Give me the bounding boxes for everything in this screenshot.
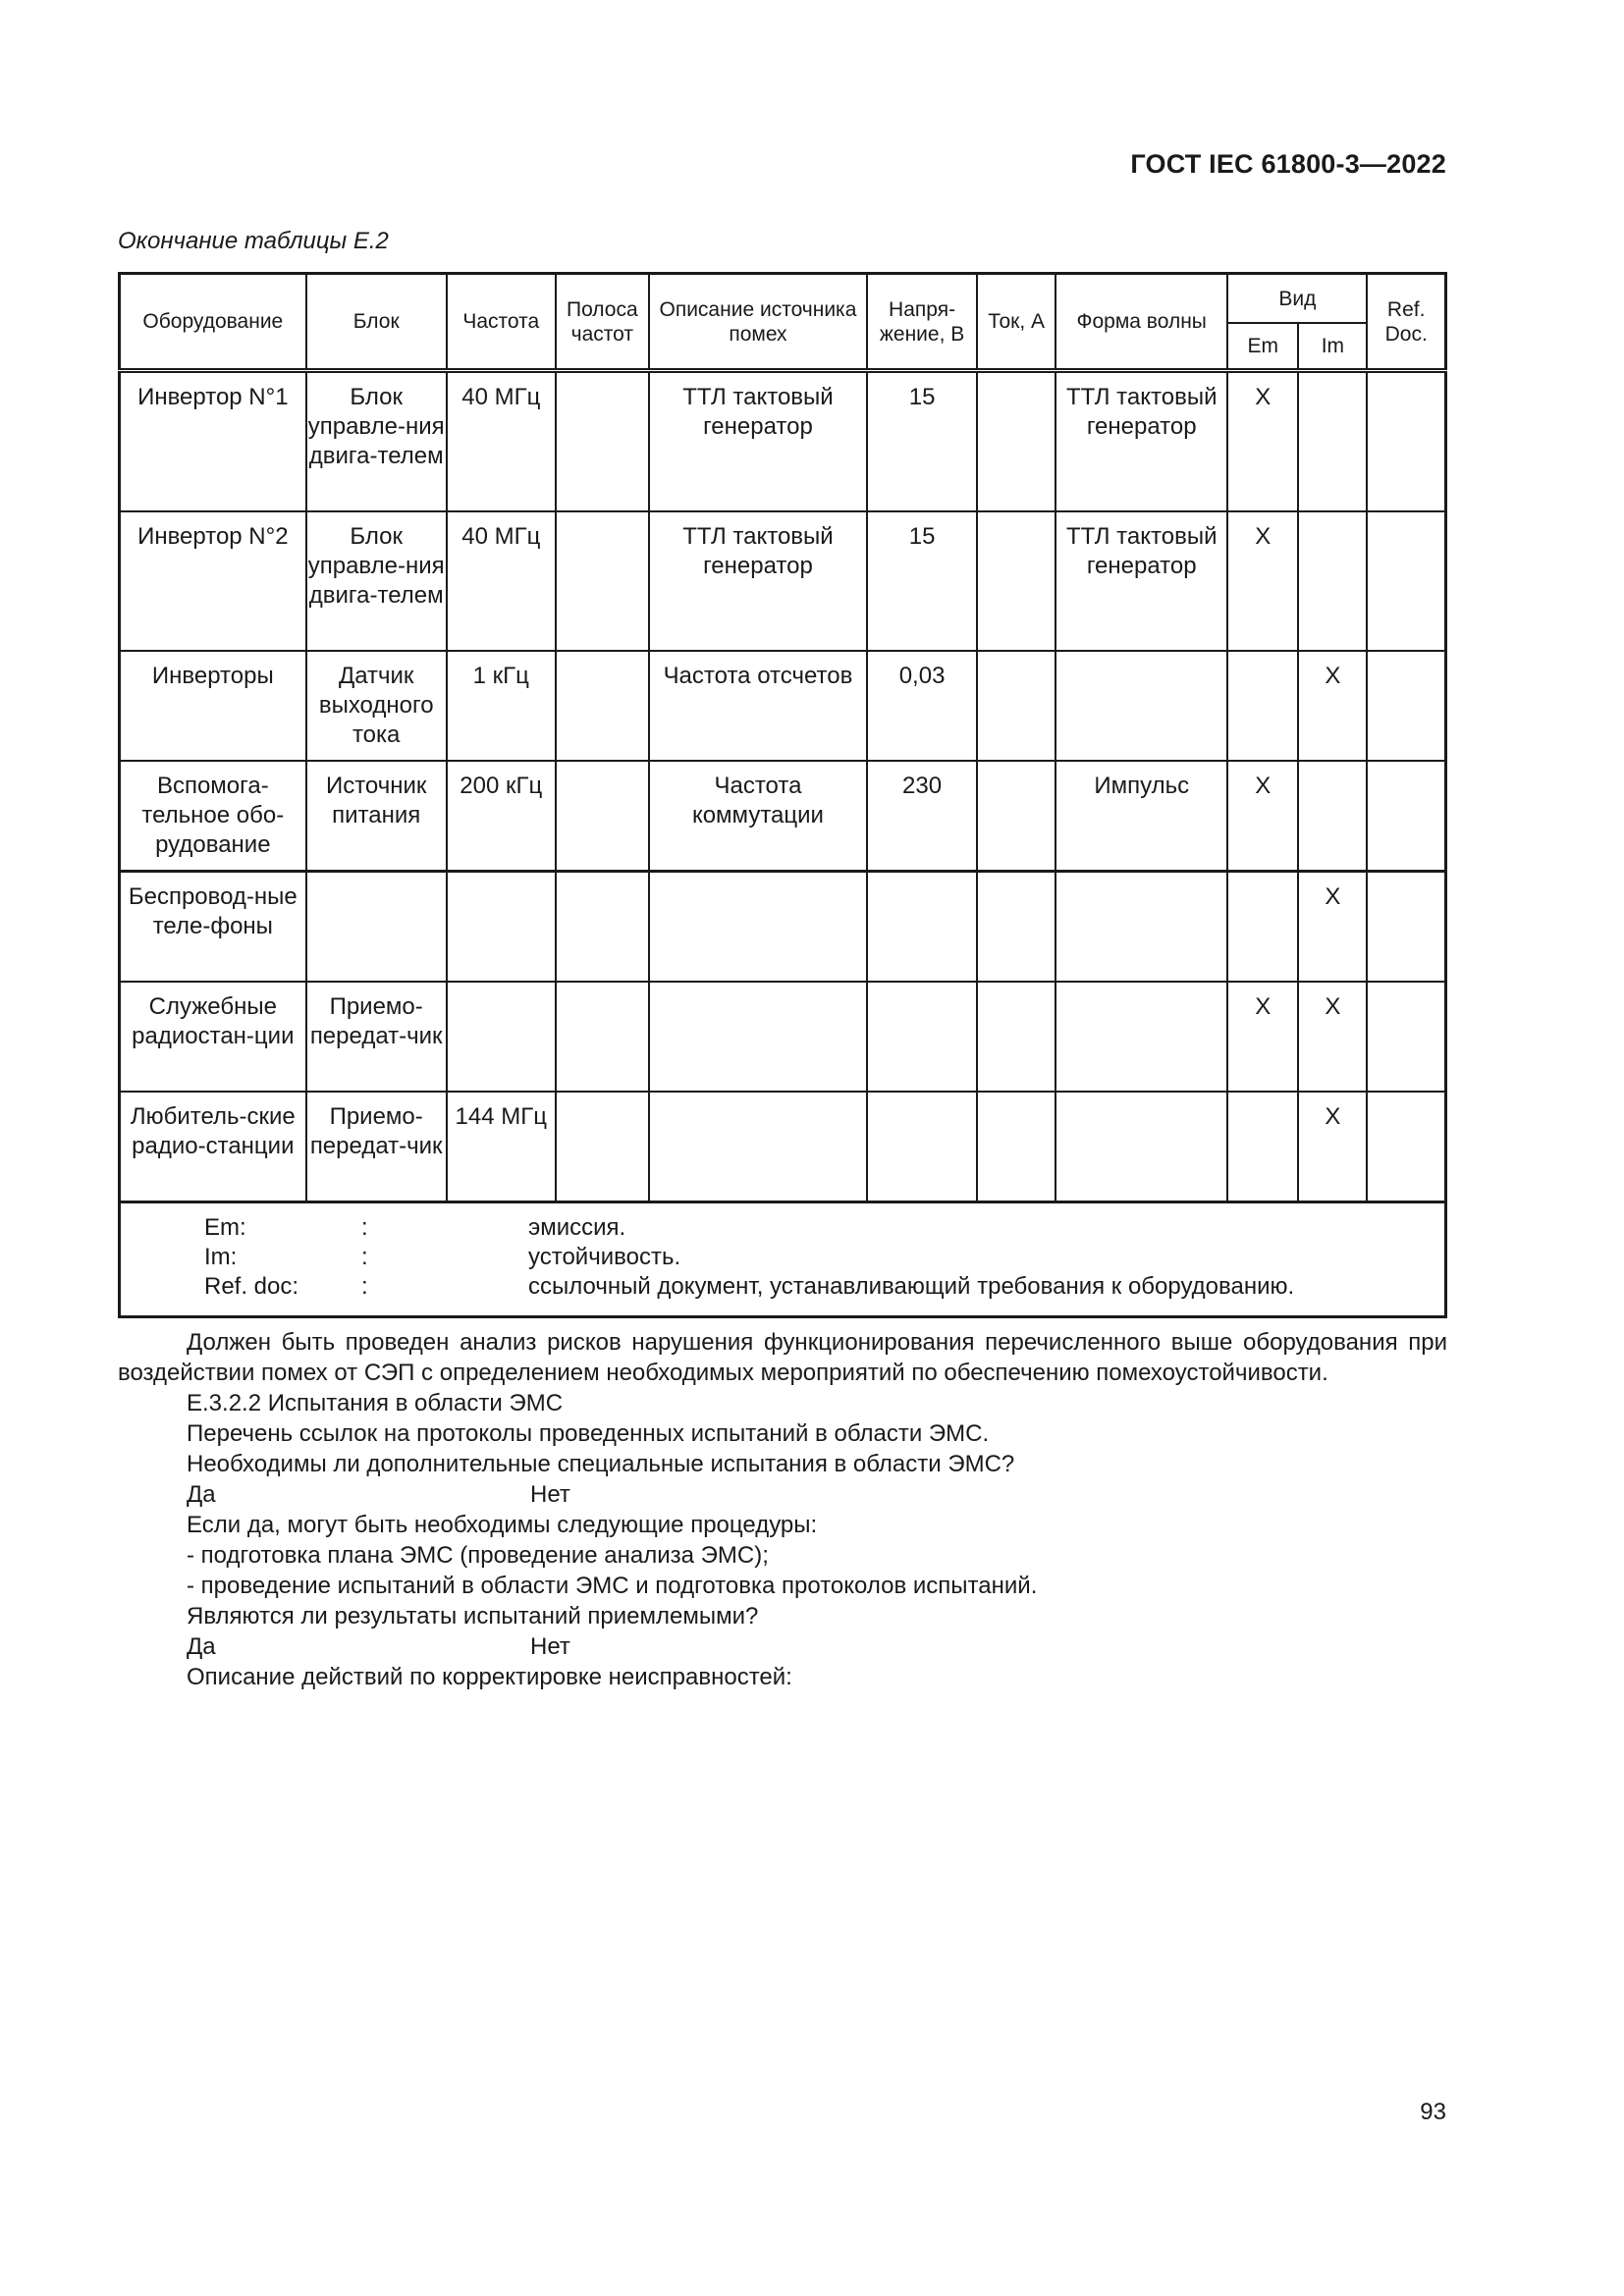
cell-im: X <box>1298 651 1367 761</box>
no-option: Нет <box>530 1633 570 1660</box>
cell-em: X <box>1227 511 1298 651</box>
cell-frequency: 40 МГц <box>447 511 556 651</box>
table-row <box>120 371 1446 512</box>
cell-source <box>649 982 867 1092</box>
legend-key: Ref. doc: <box>204 1273 299 1300</box>
cell-current <box>977 371 1056 512</box>
paragraph-risk-analysis: Должен быть проведен анализ рисков нарушения функционирования перечисленного выше оборудования при воздействии помех от СЭП с определением необходимых мероприятий по обеспечению помехоустойчивости. <box>118 1329 1447 1386</box>
cell-source: ТТЛ тактовый генератор <box>649 371 867 512</box>
cell-current <box>977 1092 1056 1202</box>
no-option: Нет <box>530 1481 570 1508</box>
cell-band <box>556 651 649 761</box>
cell-em: X <box>1227 761 1298 872</box>
cell-waveform: ТТЛ тактовый генератор <box>1056 371 1227 512</box>
cell-voltage: 15 <box>867 371 977 512</box>
cell-band <box>556 872 649 983</box>
page-number: 93 <box>1420 2099 1446 2125</box>
header-equipment: Оборудование <box>120 274 306 371</box>
text-line: Если да, могут быть необходимы следующие процедуры: <box>187 1512 818 1538</box>
table-row <box>120 761 1446 872</box>
legend-row <box>121 1272 1444 1302</box>
cell-ref <box>1367 872 1445 983</box>
cell-ref <box>1367 982 1445 1092</box>
cell-ref <box>1367 371 1445 512</box>
cell-frequency: 200 кГц <box>447 761 556 872</box>
header-im: Im <box>1298 323 1367 371</box>
table-body <box>120 371 1446 1317</box>
cell-waveform: ТТЛ тактовый генератор <box>1056 511 1227 651</box>
cell-block: Источник питания <box>306 761 447 872</box>
cell-equipment: Служебные радиостан-ции <box>120 982 306 1092</box>
legend-value: эмиссия. <box>528 1214 626 1241</box>
cell-voltage <box>867 1092 977 1202</box>
body-text <box>118 1327 1447 1692</box>
cell-ref <box>1367 1092 1445 1202</box>
table-row <box>120 982 1446 1092</box>
header-em: Em <box>1227 323 1298 371</box>
cell-voltage <box>867 982 977 1092</box>
cell-current <box>977 651 1056 761</box>
legend-value: устойчивость. <box>528 1244 681 1270</box>
table-row <box>120 872 1446 983</box>
header-current: Ток, А <box>977 274 1056 371</box>
cell-source: ТТЛ тактовый генератор <box>649 511 867 651</box>
header-band: Полоса частот <box>556 274 649 371</box>
cell-ref <box>1367 761 1445 872</box>
cell-em <box>1227 1092 1298 1202</box>
header-waveform: Форма волны <box>1056 274 1227 371</box>
legend-key: Em: <box>204 1214 246 1241</box>
legend-sep: : <box>361 1244 368 1270</box>
header-kind: Вид <box>1227 274 1367 324</box>
question-line: Необходимы ли дополнительные специальные испытания в области ЭМС? <box>187 1451 1015 1477</box>
cell-equipment: Беспровод-ные теле-фоны <box>120 872 306 983</box>
cell-equipment: Вспомога-тельное обо-рудование <box>120 761 306 872</box>
legend-sep: : <box>361 1273 368 1300</box>
cell-frequency <box>447 872 556 983</box>
cell-band <box>556 511 649 651</box>
list-item: - подготовка плана ЭМС (проведение анализа ЭМС); <box>187 1542 769 1569</box>
cell-waveform: Импульс <box>1056 761 1227 872</box>
cell-current <box>977 511 1056 651</box>
cell-em <box>1227 872 1298 983</box>
cell-block: Приемо-передат-чик <box>306 982 447 1092</box>
cell-waveform <box>1056 651 1227 761</box>
cell-ref <box>1367 511 1445 651</box>
text-line: Описание действий по корректировке неисправностей: <box>187 1664 792 1690</box>
cell-band <box>556 371 649 512</box>
cell-waveform <box>1056 872 1227 983</box>
yes-no-row <box>118 1631 1447 1662</box>
table-row <box>120 651 1446 761</box>
yes-no-row <box>118 1479 1447 1510</box>
table-row <box>120 1092 1446 1202</box>
header-block: Блок <box>306 274 447 371</box>
cell-voltage <box>867 872 977 983</box>
cell-equipment: Инвертор N°1 <box>120 371 306 512</box>
cell-block: Датчик выходного тока <box>306 651 447 761</box>
cell-current <box>977 872 1056 983</box>
cell-block: Приемо-передат-чик <box>306 1092 447 1202</box>
cell-im: X <box>1298 1092 1367 1202</box>
list-item: - проведение испытаний в области ЭМС и подготовка протоколов испытаний. <box>187 1573 1038 1599</box>
legend-row <box>121 1213 1444 1243</box>
table-row <box>120 511 1446 651</box>
legend-value: ссылочный документ, устанавливающий требования к оборудованию. <box>528 1273 1295 1300</box>
document-code: ГОСТ IEC 61800-3—2022 <box>1130 149 1446 179</box>
cell-block: Блок управле-ния двига-телем <box>306 371 447 512</box>
cell-em: X <box>1227 371 1298 512</box>
cell-current <box>977 761 1056 872</box>
cell-source <box>649 872 867 983</box>
header-frequency: Частота <box>447 274 556 371</box>
section-heading: Е.3.2.2 Испытания в области ЭМС <box>187 1390 564 1416</box>
cell-voltage: 15 <box>867 511 977 651</box>
legend-key: Im: <box>204 1244 238 1270</box>
equipment-table <box>118 272 1447 1318</box>
text-line: Перечень ссылок на протоколы проведенных испытаний в области ЭМС. <box>187 1420 990 1447</box>
cell-band <box>556 1092 649 1202</box>
legend-row <box>121 1243 1444 1272</box>
cell-band <box>556 982 649 1092</box>
cell-source <box>649 1092 867 1202</box>
header-voltage: Напря-жение, В <box>867 274 977 371</box>
cell-current <box>977 982 1056 1092</box>
cell-im <box>1298 511 1367 651</box>
cell-im <box>1298 761 1367 872</box>
header-ref: Ref. Doc. <box>1367 274 1445 371</box>
cell-waveform <box>1056 982 1227 1092</box>
cell-frequency <box>447 982 556 1092</box>
cell-band <box>556 761 649 872</box>
cell-voltage: 230 <box>867 761 977 872</box>
cell-frequency: 144 МГц <box>447 1092 556 1202</box>
legend-sep: : <box>361 1214 368 1241</box>
cell-im: X <box>1298 982 1367 1092</box>
cell-em: X <box>1227 982 1298 1092</box>
cell-source: Частота коммутации <box>649 761 867 872</box>
cell-source: Частота отсчетов <box>649 651 867 761</box>
cell-waveform <box>1056 1092 1227 1202</box>
cell-frequency: 40 МГц <box>447 371 556 512</box>
legend <box>120 1202 1446 1317</box>
table-caption: Окончание таблицы Е.2 <box>118 228 389 254</box>
cell-block <box>306 872 447 983</box>
cell-block: Блок управле-ния двига-телем <box>306 511 447 651</box>
cell-equipment: Инвертор N°2 <box>120 511 306 651</box>
cell-im: X <box>1298 872 1367 983</box>
yes-option: Да <box>187 1633 216 1660</box>
yes-option: Да <box>187 1481 216 1508</box>
cell-em <box>1227 651 1298 761</box>
cell-equipment: Инверторы <box>120 651 306 761</box>
cell-ref <box>1367 651 1445 761</box>
cell-frequency: 1 кГц <box>447 651 556 761</box>
cell-equipment: Любитель-ские радио-станции <box>120 1092 306 1202</box>
cell-im <box>1298 371 1367 512</box>
header-source: Описание источника помех <box>649 274 867 371</box>
cell-voltage: 0,03 <box>867 651 977 761</box>
question-line: Являются ли результаты испытаний приемлемыми? <box>187 1603 759 1629</box>
